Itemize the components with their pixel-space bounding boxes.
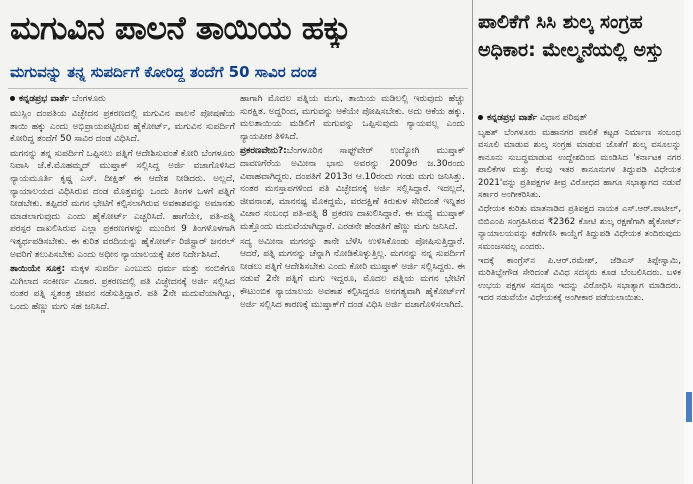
side-column — [478, 112, 681, 482]
paragraph — [10, 263, 235, 313]
side-article — [478, 0, 683, 484]
paragraph-text: ಮಕ್ಕಳ ಸುಪರ್ದಿ ಎಂಬುದು ಧರ್ಮ ಮತ್ತು ನಂಬಿಕೆಗೂ ಮಿಗಿಲಾದ ಸಂಕೀರ್ಣ ವಿಚಾರ. ಪ್ರಕರಣದಲ್ಲಿ ಪತಿ ವಿಚ್ಛೇದನಕ್ಕೆ ಅರ್ಜಿ ಸಲ್ಲಿಸಿದ ನಂತರ ಪತ್ನಿ ಸ್ವತಂತ್ರ ಜೀವನ ನಡೆಸುತ್ತಿದ್ದಾರೆ. ಪತಿ 2ನೇ ಮದುವೆಯಾಗಿದ್ದು, ಒಂದು ಹೆಣ್ಣು ಮಗು ಸಹ ಜನಿಸಿದೆ. — [10, 264, 235, 312]
byline-place: ವಿಧಾನ ಪರಿಷತ್ — [540, 113, 588, 123]
section-lead: ಪ್ರಕರಣವೇನು?: — [240, 146, 287, 157]
main-column-2 — [240, 93, 465, 481]
side-headline: ಪಾಲಿಕೆಗೆ ಸಿಸಿ ಶುಲ್ಕ ಸಂಗ್ರಹ ಅಧಿಕಾರ: ಮೇಲ್ಮನೆಯಲ್ಲಿ ಅಸ್ತು — [478, 11, 664, 61]
paragraph: ಸದ್ಯ ಅಮೀನಾ ಮಗನನ್ನು ತಾನೇ ಬೆಳೆಸಿ ಉಳಿಸಿಕೊಂಡು ಪೋಷಿಸುತ್ತಿದ್ದಾರೆ. ಆದರೆ, ಪತ್ನಿ ಮಗನನ್ನು ಚೆನ್ನಾಗಿ ನೋಡಿಕೊಳ್ಳುತ್ತಿಲ್ಲ. ಮಗನನ್ನು ನನ್ನ ಸುಪರ್ದಿಗೆ ನೀಡಲು ಪತ್ನಿಗೆ ಆದೇಶಿಸಬೇಕು ಎಂದು ಕೋರಿ ಮುಷ್ತಾಕ್ ಅರ್ಜಿ ಸಲ್ಲಿಸಿದ್ದರು. ಈ ನಡುವೆ 2ನೇ ಪತ್ನಿಗೆ ಮಗು ಇದ್ದರೂ, ಮೊದಲ ಪತ್ನಿಯ ಮಗನ ಭೇಟಿಗೆ ಕೌಟುಂಬಿಕ ನ್ಯಾಯಾಲಯ ಅವಕಾಶ ಕಲ್ಪಿಸಿದ್ದರೂ ಅನಗತ್ಯವಾಗಿ ಹೈಕೋರ್ಟ್‌ಗೆ ಅರ್ಜಿ ಸಲ್ಲಿಸಿದ ಕಾರಣಕ್ಕೆ ಮುಷ್ತಾಕ್‌ಗೆ ದಂಡ ವಿಧಿಸಿ ಅರ್ಜಿ ವಜಾಗೊಳಿಸಲಾಗಿದೆ. — [240, 236, 465, 310]
main-byline — [10, 93, 235, 106]
main-subheadline: ಮಗುವನ್ನು ತನ್ನ ಸುಪರ್ದಿಗೆ ಕೋರಿದ್ದ ತಂದೆಗೆ 50 ಸಾವಿರ ದಂಡ — [10, 63, 317, 81]
paragraph: ಹಾಗಾಗಿ ಮೊದಲ ಪತ್ನಿಯ ಮಗು, ತಾಯಿಯ ಮಡಿಲಲ್ಲಿ ಇರುವುದು ಹೆಚ್ಚು ಸುರಕ್ಷಿತ. ಅದ್ದರಿಂದ, ಮಗುವನ್ನು ಆಕೆಯೇ ಪೋಷಿಸಬೇಕು. ಅದು ಆಕೆಯ ಹಕ್ಕು. ಮಲತಾಯಿಯ ಮಡಿಲಿಗೆ ಮಗುವನ್ನು ಒಪ್ಪಿಸುವುದು ನ್ಯಾಯವಲ್ಲ ಎಂದು ನ್ಯಾಯಪೀಠ ತಿಳಿಸಿದೆ. — [240, 94, 465, 142]
bullet-icon — [10, 96, 15, 101]
column-separator — [472, 0, 473, 484]
main-headline: ಮಗುವಿನ ಪಾಲನೆ ತಾಯಿಯ ಹಕ್ಕು — [10, 9, 351, 47]
byline-brand: ಕನ್ನಡಪ್ರಭ ವಾರ್ತೆ — [487, 113, 538, 123]
paragraph-text: ಬೆಂಗಳೂರಿನ ಸಾಫ್ಟ್‌ವೇರ್ ಉದ್ಯೋಗಿ ಮುಷ್ತಾಕ್ ದಾವಣಗೆರೆಯ ಅಮೀನಾ ಭಾನು ಅವರನ್ನು 2009ರ ಜ.30ರಂದು ವಿವಾಹವಾಗಿದ್ದರು. ದಂಪತಿಗೆ 2013ರ ಆ.10ರಂದು ಗಂಡು ಮಗು ಜನಿಸಿತ್ತು. ನಂತರ ಮನಸ್ತಾಪಗಳಿಂದ ಪತಿ ವಿಚ್ಛೇದನಕ್ಕೆ ಅರ್ಜಿ ಸಲ್ಲಿಸಿದ್ದಾರೆ. ಇದಲ್ಲದೆ, ಜೀವನಾಂಶ, ಮಾನನಷ್ಟ ಮೊಕದ್ದಮೆ, ವರದಕ್ಷಿಣೆ ಕಿರುಕುಳ ಸೇರಿದಂತೆ ಇನ್ನಿತರ ವಿಚಾರ ಸಂಬಂಧ ಪತಿ-ಪತ್ನಿ 8 ಪ್ರಕರಣ ದಾಖಲಿಸಿದ್ದಾರೆ. ಈ ಮಧ್ಯೆ ಮುಷ್ತಾಕ್ ಮತ್ತೊಂದು ಮದುವೆಯಾಗಿದ್ದಾರೆ. ಎರಡನೇ ಹೆಂಡತಿಗೆ ಹೆಣ್ಣು ಮಗು ಜನಿಸಿದೆ. — [240, 146, 465, 232]
byline-brand: ಕನ್ನಡಪ್ರಭ ವಾರ್ತೆ — [19, 94, 70, 104]
headline-rule — [8, 88, 468, 89]
paragraph — [240, 145, 465, 233]
byline-place: ಬೆಂಗಳೂರು — [72, 94, 106, 104]
bullet-icon — [478, 115, 483, 120]
paragraph: ಬೃಹತ್ ಬೆಂಗಳೂರು ಮಹಾನಗರ ಪಾಲಿಕೆ ಕಟ್ಟಡ ನಿರ್ಮಾಣ ಸಂಬಂಧ ವಸೂಲಿ ಮಾಡುವ ಶುಲ್ಕ ಸಂಗ್ರಹ ಮಾಡುವ ಜೊತೆಗೆ ಶುಲ್ಕ ವಸೂಲನ್ನು ಕಾನೂನು ಸುಬದ್ಧಮಾಡುವ ಉದ್ದೇಶದಿಂದ ಮಂಡಿಸಿದ 'ಕರ್ನಾಟಕ ನಗರ ಪಾಲಿಕೆಗಳ ಮತ್ತು ಕೆಲವು ಇತರ ಕಾನೂನುಗಳ ತಿದ್ದುಪಡಿ ವಿಧೇಯಕ 2021'ವನ್ನು ಪ್ರತಿಪಕ್ಷಗಳ ತೀವ್ರ ವಿರೋಧದ ಹಾಗೂ ಸಭಾತ್ಯಾಗದ ನಡುವೆ ಸರ್ಕಾರ ಅಂಗೀಕರಿಸಿತು. — [478, 128, 681, 201]
main-column-1 — [10, 93, 235, 481]
edge-marker — [686, 392, 692, 422]
paragraph: ಮಗನನ್ನು ತನ್ನ ಸುಪರ್ದಿಗೆ ಒಪ್ಪಿಸಲು ಪತ್ನಿಗೆ ಆದೇಶಿಸುವಂತೆ ಕೋರಿ ಬೆಂಗಳೂರು ನಿವಾಸಿ ಜೆ.ಕೆ.ಮೊಹಮ್ಮದ್ ಮುಷ್ತಾಕ್ ಸಲ್ಲಿಸಿದ್ದ ಅರ್ಜಿ ವಜಾಗೊಳಿಸಿದ ನ್ಯಾಯಮೂರ್ತಿ ಕೃಷ್ಣ ಎಸ್. ದೀಕ್ಷಿತ್ ಈ ಆದೇಶ ನೀಡಿದರು. ಅಲ್ಲದೆ, ನ್ಯಾಯಾಲಯದ ವಿಧಿಸಿರುವ ದಂಡ ಮೊತ್ತವನ್ನು ಒಂದು ತಿಂಗಳ ಒಳಗೆ ಪತ್ನಿಗೆ ನೀಡಬೇಕು. ತಪ್ಪಿದರೆ ಮಗನ ಭೇಟಿಗೆ ಕಲ್ಪಿಸಲಾಗಿರುವ ಅವಕಾಶವನ್ನು ಅಮಾನತು ಮಾಡಲಾಗುವುದು ಎಂದು ಹೈಕೋರ್ಟ್ ಎಚ್ಚರಿಸಿದೆ. ಹಾಗೆಯೇ, ಪತಿ-ಪತ್ನಿ ಪರಸ್ಪರ ದಾಖಲಿಸಿರುವ ಎಲ್ಲಾ ಪ್ರಕರಣಗಳನ್ನು ಮುಂದಿನ 9 ತಿಂಗಳೊಳಗಾಗಿ ಇತ್ಯರ್ಥಪಡಿಸಬೇಕು. ಈ ಕುರಿತ ವರದಿಯನ್ನು ಹೈಕೋರ್ಟ್ ರಿಜಿಸ್ಟ್ರಾರ್ ಜನರಲ್ ಅವರಿಗೆ ತಲುಪಿಸಬೇಕು ಎಂದು ಅಧೀನ ನ್ಯಾಯಾಲಯಕ್ಕೆ ಪೀಠ ನಿರ್ದೇಶಿಸಿದೆ. — [10, 148, 235, 260]
section-lead: ತಾಯಿಯೇ ಸೂಕ್ತ: — [10, 264, 66, 275]
paragraph: ವಿಧೇಯಕ ಕುರಿತು ಮಾತನಾಡಿದ ಪ್ರತಿಪಕ್ಷದ ನಾಯಕ ಎಸ್.ಆರ್.ಪಾಟೀಲ್, ಬಿಬಿಎಂಪಿ ಸಂಗ್ರಹಿಸಿರುವ ₹2362 ಕೋಟಿ ಶುಲ್ಕ ರಕ್ಷಣೆಗಾಗಿ ಹೈಕೋರ್ಟ್ ನ್ಯಾಯಾಲಯವನ್ನು ಕಡೆಗಣಿಸಿ ಕಾಯ್ದೆಗೆ ತಿದ್ದುಪಡಿ ವಿಧೇಯಕ ತಂದಿರುವುದು ಸಮಂಜಸವಲ್ಲ ಎಂದರು. — [478, 204, 681, 252]
side-byline — [478, 112, 681, 125]
paragraph: ಮುಸ್ಲಿಂ ದಂಪತಿಯ ವಿಚ್ಛೇದನ ಪ್ರಕರಣದಲ್ಲಿ ಮಗುವಿನ ಪಾಲನೆ ಪೋಷಣೆಯ ತಾಯಿ ಹಕ್ಕು ಎಂದು ಅಭಿಪ್ರಾಯಪಟ್ಟಿರುವ ಹೈಕೋರ್ಟ್, ಮಗುವಿನ ಸುಪರ್ದಿಗೆ ಕೋರಿದ್ದ ತಂದೆಗೆ 50 ಸಾವಿರ ದಂಡ ವಿಧಿಸಿದೆ. — [10, 109, 235, 145]
paragraph: ಇದಕ್ಕೆ ಕಾಂಗ್ರೆಸ್‌ನ ಪಿ.ಆರ್.ರಮೇಶ್, ಜೆಡಿಎಸ್ ತಿಪ್ಪೇಸ್ವಾಮಿ, ಮರಿತಿಬ್ಬೇಗೌಡ ಸೇರಿದಂತೆ ವಿವಿಧ ಸದಸ್ಯರು ಕೂಡ ಬೆಂಬಲಿಸಿದರು. ಬಳಿಕ ಉಭಯ ಪಕ್ಷಗಳ ಸದಸ್ಯರು ಇದನ್ನು ವಿರೋಧಿಸಿ ಸಭಾತ್ಯಾಗ ಮಾಡಿದರು. ಇದರ ನಡುವೆಯೇ ವಿಧೇಯಕಕ್ಕೆ ಅಂಗೀಕಾರ ಪಡೆಯಲಾಯಿತು. — [478, 256, 681, 304]
